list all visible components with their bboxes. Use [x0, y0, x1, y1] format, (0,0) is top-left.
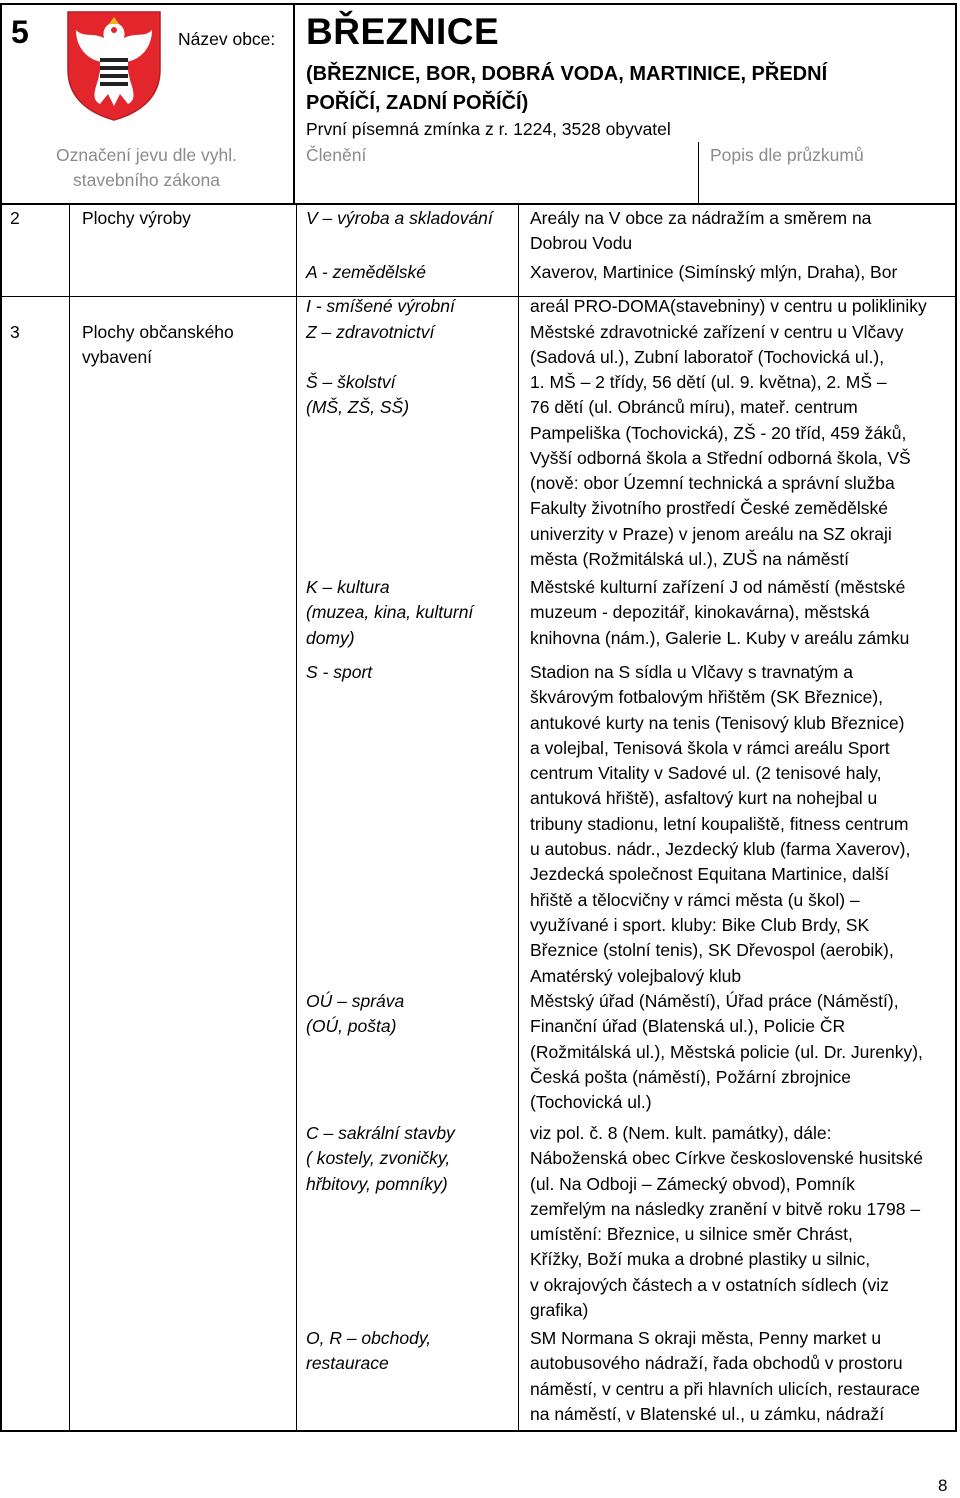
row-category: Plochy občanského vybavení: [82, 322, 234, 368]
entry-description: 1. MŠ – 2 třídy, 56 dětí (ul. 9. května), 2. MŠ – 76 dětí (ul. Obránců míru), mateř. centrum Pampeliška (Tochovická), ZŠ - 20 tříd, 459 žáků, Vyšší odborná škola a Střední odborná škola, VŠ (nově: obor Územní technická a správní služba Fakulty životního prostředí České zemědělské univerzity v Praze) v jenom areálu na SZ okraji města (Rožmitálská ul.), ZUŠ na náměstí: [530, 372, 911, 570]
col-divider-category: [296, 204, 297, 1431]
section-number: 5: [11, 14, 29, 50]
table-border-right: [955, 3, 957, 1432]
table-border-top: [0, 3, 957, 5]
col-label-right: Popis dle průzkumů: [710, 145, 864, 165]
entry-subcategory: OÚ – správa (OÚ, pošta): [306, 991, 405, 1037]
entry-description: Městský úřad (Náměstí), Úřad práce (Náměstí), Finanční úřad (Blatenská ul.), Policie ČR (Rožmitálská ul.), Městská policie (ul. Dr. Jurenky), Česká pošta (náměstí), Požární zbrojnice (Tochovická ul.): [530, 991, 923, 1113]
entry-subcategory: S - sport: [306, 662, 373, 682]
entry-subcategory: Z – zdravotnictví: [306, 322, 435, 342]
header-divider-vertical: [293, 3, 295, 204]
table-border-bottom: [0, 1430, 957, 1432]
entry-description: Areály na V obce za nádražím a směrem na Dobrou Vodu: [530, 208, 872, 254]
col-divider-desc: [518, 204, 519, 1431]
page-title: BŘEZNICE: [306, 11, 500, 52]
popis-label-divider: [698, 142, 699, 204]
entry-description: viz pol. č. 8 (Nem. kult. památky), dále: Náboženská obec Církve československé husitské (ul. Na Odboji – Zámecký obvod), Pomník zemřelým na následky zranění v bitvě roku 1798 – umístění: Březnice, u silnice směr Chrást, Křížky, Boží muka a drobné plastiky u silnic, v okrajových částech a v ostatních sídlech (viz grafika): [530, 1123, 923, 1321]
entry-description: Stadion na S sídla u Vlčavy s travnatým a škvárovým fotbalovým hřištěm (SK Březnice), antukové kurty na tenis (Tenisový klub Březnice) a volejbal, Tenisová škola v rámci areálu Sport centrum Vitality v Sadové ul. (2 tenisové haly, antuková hřiště), asfaltový kurt na nohejbal u tribuny stadionu, letní koupaliště, fitness centrum u autobus. nádr., Jezdecký klub (farma Xaverov), Jezdecká společnost Equitana Martinice, další hřiště a tělocvičny v rámci města (u škol) – využívané i sport. kluby: Bike Club Brdy, SK Březnice (stolní tenis), SK Dřevospol (aerobik), Amatérský volejbalový klub: [530, 662, 911, 986]
header-divider-bottom: [0, 203, 957, 205]
row-number: 2: [10, 208, 20, 228]
entry-description: Městské zdravotnické zařízení v centru u Vlčavy (Sadová ul.), Zubní laboratoř (Tochovická ul.),: [530, 322, 904, 368]
col-label-left: Označení jevu dle vyhl. stavebního zákona: [56, 145, 237, 190]
entry-description: Městské kulturní zařízení J od náměstí (městské muzeum - depozitář, kinokavárna), městská knihovna (nám.), Galerie L. Kuby v areálu zámku: [530, 577, 910, 648]
entry-description: areál PRO-DOMA(stavebniny) v centru u polikliniky: [530, 296, 927, 316]
entry-subcategory: Š – školství (MŠ, ZŠ, SŠ): [306, 372, 410, 418]
col-label-mid: Členění: [306, 145, 367, 165]
col-divider-num: [69, 204, 70, 1431]
info-line: První písemná zmínka z r. 1224, 3528 obyvatel: [306, 119, 671, 139]
coat-of-arms-icon: [62, 8, 166, 122]
page-number: 8: [938, 1476, 948, 1495]
row-category: Plochy výroby: [82, 208, 191, 228]
entry-subcategory: O, R – obchody, restaurace: [306, 1328, 432, 1374]
row-number: 3: [10, 322, 20, 342]
entry-description: Xaverov, Martinice (Simínský mlýn, Draha), Bor: [530, 262, 898, 282]
entry-subcategory: C – sakrální stavby ( kostely, zvoničky, hřbitovy, pomníky): [306, 1123, 455, 1194]
entry-subcategory: I - smíšené výrobní: [306, 296, 455, 316]
entry-subcategory: A - zemědělské: [306, 262, 426, 282]
entry-subcategory: K – kultura (muzea, kina, kulturní domy): [306, 577, 474, 648]
name-label: Název obce:: [178, 29, 276, 49]
table-border-left: [0, 3, 2, 1432]
entry-description: SM Normana S okraji města, Penny market u autobusového nádraží, řada obchodů v prostoru náměstí, v centru a při hlavních ulicích, restaurace na náměstí, v Blatenské ul., u zámku, nádraží: [530, 1328, 921, 1424]
entry-subcategory: V – výroba a skladování: [306, 208, 493, 228]
page-subtitle: (BŘEZNICE, BOR, DOBRÁ VODA, MARTINICE, PŘEDNÍ POŘÍČÍ, ZADNÍ POŘÍČÍ): [306, 63, 828, 114]
